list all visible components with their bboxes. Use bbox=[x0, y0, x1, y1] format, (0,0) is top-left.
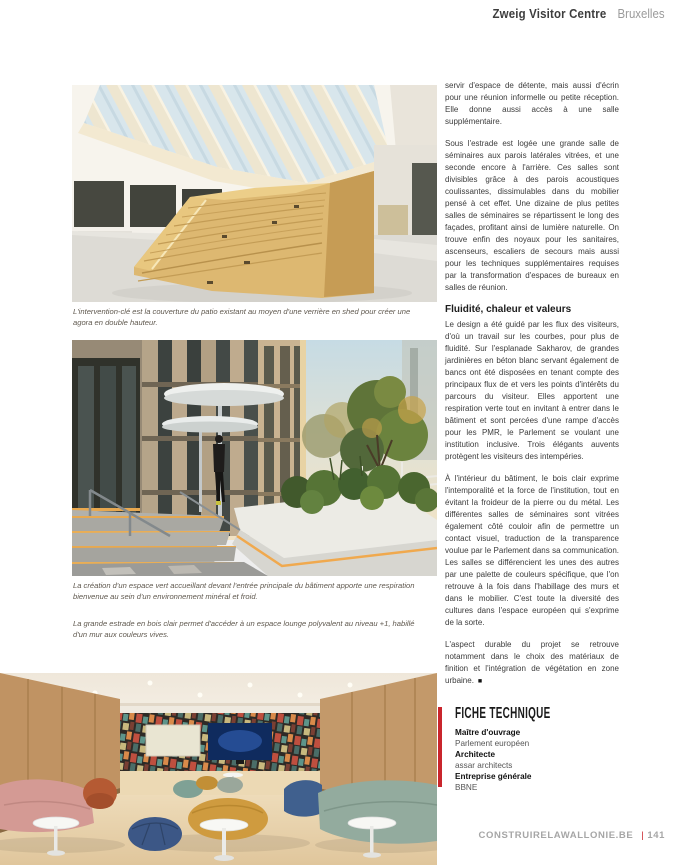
page-footer bbox=[479, 830, 665, 841]
body-paragraph: À l'intérieur du bâtiment, le bois clair exprime l'intemporalité et la force de l'institution, tout en évitant la froideur de la pierre ou du métal. Les différentes salles de séminaires sont vitrées également côté couloir afin de permettre un contact visuel, traduction de la transparence voulue par le Parlement dans sa communication. Les salles se différencient les unes des autres par une palette de couleurs spécifique, que l'on retrouve à la fois dans l'habillage des murs et dans le mobilier. C'est toute la diversité des cultures dans l'espace européen qui s'exprime de la sorte. bbox=[445, 474, 619, 627]
body-paragraph: Sous l'estrade est logée une grande salle de séminaires aux parois latérales vitrées, et une seconde encore à l'arrière. Ces salles sont divisibles grâce à des parois acoustiques coulissantes, dissimulables dans du mobilier pensé à cet effet. Une dizaine de plus petites salles de séminaires se répartissent le long des façades, profitant ainsi de lumière naturelle. On trouve enfin des noyaux pour les sanitaires, ascenseurs, escaliers de secours mais aussi pour les techniques supplémentaires requises par la transformation d'espaces de bureaux en salles de réunion. bbox=[445, 139, 619, 292]
fiche-entry bbox=[455, 727, 625, 749]
caption-entrance: La création d'un espace vert accueillant devant l'entrée principale du bâtiment apporte une respiration bienvenue au sein d'un environnement minéral et froid. bbox=[73, 581, 415, 601]
fiche-entry bbox=[455, 771, 625, 793]
section-heading: Fluidité, chaleur et valeurs bbox=[445, 304, 572, 315]
photo-lounge bbox=[0, 673, 437, 865]
fiche-label: Architecte bbox=[455, 750, 496, 759]
page-number: 141 bbox=[647, 830, 665, 841]
photo-atrium bbox=[72, 85, 437, 302]
photo-entrance bbox=[72, 340, 437, 576]
project-title: Zweig Visitor Centre bbox=[492, 6, 607, 21]
body-paragraph: servir d'espace de détente, mais aussi d'écrin pour une réunion informelle ou petite réception. Elle donne aussi accès à une salle supplémentaire. bbox=[445, 81, 619, 126]
project-location: Bruxelles bbox=[617, 6, 665, 21]
fiche-label: Entreprise générale bbox=[455, 772, 532, 781]
body-paragraph bbox=[445, 639, 619, 688]
caption-atrium: L'intervention-clé est la couverture du patio existant au moyen d'une verrière en shed pour créer une agora en double hauteur. bbox=[73, 307, 411, 327]
fiche-title: FICHE TECHNIQUE bbox=[455, 705, 551, 722]
fiche-value: Parlement européen bbox=[455, 739, 530, 748]
fiche-accent-bar bbox=[438, 707, 442, 787]
lounge-illustration bbox=[0, 673, 437, 865]
entrance-illustration bbox=[72, 340, 437, 576]
paragraph-text: L'aspect durable du projet se retrouve notamment dans le choix des matériaux de finition et l'intégration de végétation en zone urbaine. bbox=[445, 640, 619, 685]
atrium-illustration bbox=[72, 85, 437, 302]
footer-separator: | bbox=[641, 830, 645, 841]
page-header bbox=[493, 6, 665, 21]
fiche-label: Maître d'ouvrage bbox=[455, 728, 521, 737]
fiche-technique bbox=[455, 705, 625, 793]
article-end-mark: ■ bbox=[477, 678, 483, 685]
fiche-entry bbox=[455, 749, 625, 771]
magazine-site: CONSTRUIRELAWALLONIE.BE bbox=[478, 830, 634, 841]
caption-lounge: La grande estrade en bois clair permet d'accéder à un espace lounge polyvalent au niveau +1, habillé d'un mur aux couleurs vives. bbox=[73, 619, 415, 639]
body-paragraph: Le design a été guidé par les flux des visiteurs, d'où un travail sur les courbes, pour plus de fluidité. Sur l'esplanade Sakharov, de grandes jardinières en béton blanc servant également de bancs ont été disposées en tenant compte des principaux flux de et vers les points d'intérêts du parcours du visiteur. Elles apportent une respiration verte tout en invitant à entrer dans le bâtiment et sont percées d'une rampe d'accès pour les PMR, le Parlement se voulant une institution inclusive. Trois élégants auvents protègent les visiteurs des intempéries. bbox=[445, 320, 619, 461]
article-body bbox=[445, 80, 619, 698]
fiche-value: BBNE bbox=[455, 783, 478, 792]
fiche-value: assar architects bbox=[455, 761, 513, 770]
